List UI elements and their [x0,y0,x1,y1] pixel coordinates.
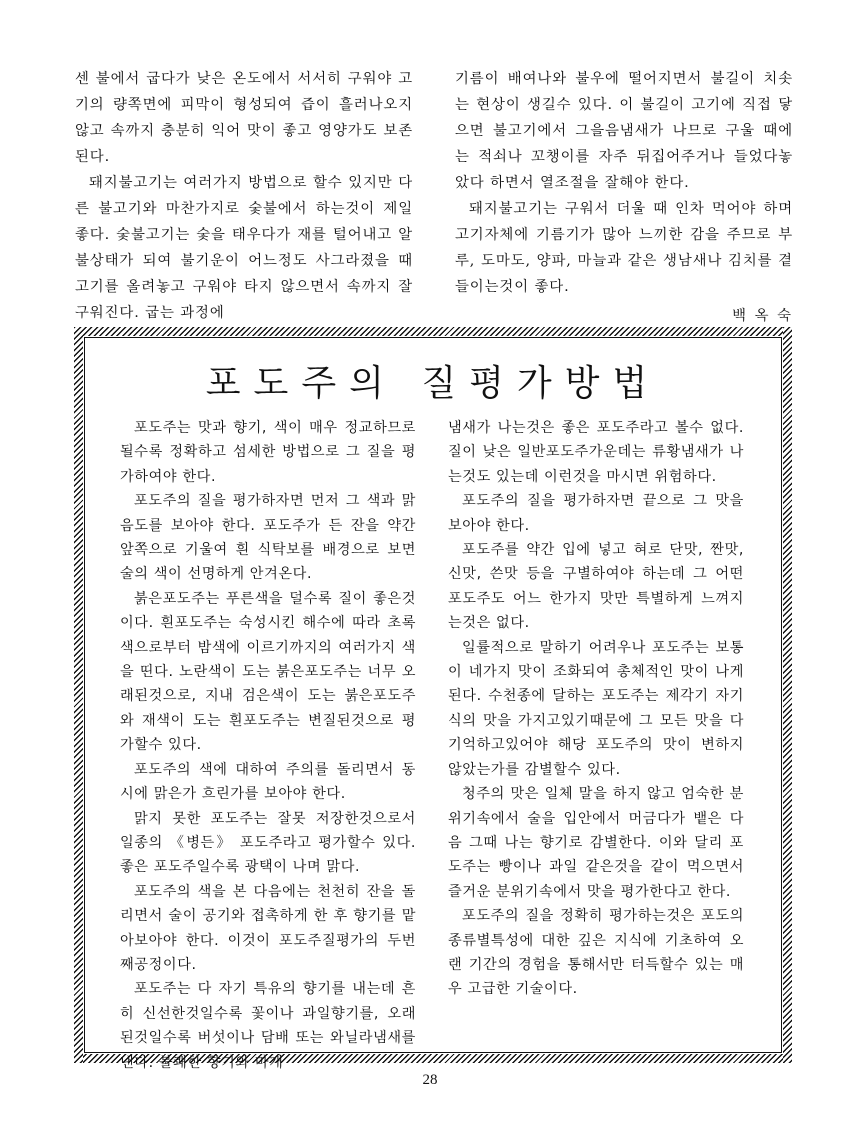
top-article-left-column [75,66,413,329]
paragraph: 포도주는 다 자기 특유의 향기를 내는데 흔히 신선한것일수록 꽃이나 과일향기를, 오래된것일수록 버섯이나 담배 또는 와닐라냄새를 낸다. 불쾌한 향기와 마개 [120,981,416,1071]
author-name: 백 옥 숙 [732,308,793,324]
paragraph: 포도주의 질을 평가하자면 먼저 그 색과 맑음도를 보아야 한다. 포도주가 든 잔을 약간 앞쪽으로 기울여 흰 식탁보를 배경으로 보면 술의 색이 선명하게 안겨온다. [120,493,416,583]
top-article [75,66,793,329]
paragraph: 포도주의 색을 본 다음에는 천천히 잔을 돌리면서 술이 공기와 접촉하게 한 후 향기를 맡아보아야 한다. 이것이 포도주질평가의 두번째공정이다. [120,883,416,973]
page-number: 28 [422,1072,438,1088]
paragraph: 돼지불고기는 여러가지 방법으로 할수 있지만 다른 불고기와 마찬가지로 숯불에서 하는것이 제일 좋다. 숯불고기는 숯을 태우다가 재를 털어내고 알불상태가 되여 불기운이 어느정도 사그라졌을 때 고기를 올려놓고 구워야 타지 않으면서 속까지 잘 구워진다. 굽는 과정에 [75,175,413,321]
paragraph: 포도주의 질을 정확히 평가하는것은 포도의 종류별특성에 대한 깊은 지식에 기초하여 오랜 기간의 경험을 통해서만 터득할수 있는 매우 고급한 기술이다. [448,908,744,998]
paragraph: 일률적으로 말하기 어려우나 포도주는 보통 이 네가지 맛이 조화되여 총체적인 맛이 나게 된다. 수천종에 달하는 포도주는 제각기 자기 식의 맛을 가지고있기때문에 그 모든 맛을 다 기억하고있어야 해당 포도주의 맛이 변하지 않았는가를 감별할수 있다. [448,639,744,778]
paragraph: 기름이 배여나와 불우에 떨어지면서 불길이 치솟는 현상이 생길수 있다. 이 불길이 고기에 직접 닿으면 불고기에서 그을음냄새가 나므로 구울 때에는 적쇠나 꼬챙이를 자주 뒤집어주거나 들었다놓았다 하면서 열조절을 잘해야 한다. [455,71,793,191]
hatched-border-left [74,327,83,1063]
article-left-column [120,416,416,1075]
paragraph: 센 불에서 굽다가 낮은 온도에서 서서히 구워야 고기의 량쪽면에 피막이 형성되여 즙이 흘러나오지 않고 속까지 충분히 익어 맛이 좋고 영양가도 보존된다. [75,71,413,165]
hatched-border-right [783,327,792,1063]
paragraph: 맑지 못한 포도주는 잘못 저장한것으로서 일종의 《병든》 포도주라고 평가할수 있다. 좋은 포도주일수록 광택이 나며 맑다. [120,810,416,876]
paragraph: 포도주를 약간 입에 넣고 혀로 단맛, 짠맛, 신맛, 쓴맛 등을 구별하여야 하는데 그 어떤 포도주도 어느 한가지 맛만 특별하게 느껴지는것은 없다. [448,542,744,632]
article-body [120,416,744,1075]
paragraph: 붉은포도주는 푸른색을 덜수록 질이 좋은것이다. 흰포도주는 숙성시킨 해수에 따라 초록색으로부터 밤색에 이르기까지의 여러가지 색을 띤다. 노란색이 도는 붉은포도주는 너무 오래된것으로, 지내 검은색이 도는 붉은포도주와 재색이 도는 흰포도주는 변질된것으로 평가할수 있다. [120,590,416,754]
hatched-border-top [74,327,792,336]
article-right-column [448,416,744,1075]
article-title: 포도주의 질평가방법 [205,363,661,404]
paragraph: 포도주의 색에 대하여 주의를 돌리면서 동시에 맑은가 흐린가를 보아야 한다. [120,761,416,803]
paragraph: 냄새가 나는것은 좋은 포도주라고 볼수 없다. 질이 낮은 일반포도주가운데는 류황냄새가 나는것도 있는데 이런것을 마시면 위험하다. [448,420,744,485]
boxed-article [74,327,792,1071]
top-article-right-column [455,66,793,329]
paragraph: 청주의 맛은 일체 말을 하지 않고 엄숙한 분위기속에서 술을 입안에서 머금다가 뱉은 다음 그때 나는 향기로 감별한다. 이와 달리 포도주는 빵이나 과일 같은것을 같이 먹으면서 즐거운 분위기속에서 맛을 평가한다고 한다. [448,786,744,900]
paragraph: 돼지불고기는 구워서 더울 때 인차 먹어야 하며 고기자체에 기름기가 많아 느끼한 감을 주므로 부루, 도마도, 양파, 마늘과 같은 생남새나 김치를 곁들이는것이 좋다. [455,201,793,295]
paragraph: 포도주는 맛과 향기, 색이 매우 정교하므로 될수록 정확하고 섬세한 방법으로 그 질을 평가하여야 한다. [120,420,416,485]
paragraph: 포도주의 질을 평가하자면 끝으로 그 맛을 보아야 한다. [448,493,744,534]
